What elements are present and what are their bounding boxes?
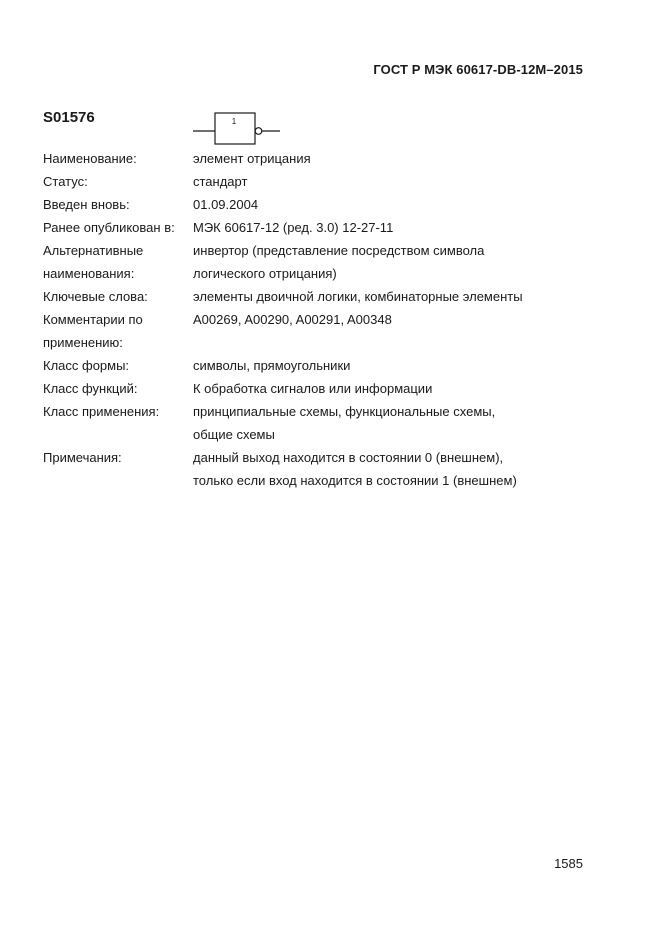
- attr-row-function-class: [43, 377, 603, 400]
- attr-label: Класс формы:: [43, 358, 130, 373]
- attr-value: МЭК 60617-12 (ред. 3.0) 12-27-11: [193, 220, 394, 235]
- attr-value: символы, прямоугольники: [193, 358, 351, 373]
- attr-value: элементы двоичной логики, комбинаторные элементы: [193, 289, 523, 304]
- page-number: 1585: [554, 856, 583, 871]
- attr-label: Ранее опубликован в:: [43, 220, 175, 235]
- attr-value: элемент отрицания: [193, 151, 311, 166]
- attr-label: Класс применения:: [43, 404, 160, 419]
- attr-label: Класс функций:: [43, 381, 138, 396]
- attr-row-notes: [43, 446, 603, 492]
- attr-value: только если вход находится в состоянии 1 (внешнем): [193, 473, 517, 488]
- attr-row-shape-class: [43, 354, 603, 377]
- attr-value: стандарт: [193, 174, 248, 189]
- negation-element-symbol-icon: [193, 111, 283, 145]
- attr-value: данный выход находится в состоянии 0 (внешнем),: [193, 450, 504, 465]
- attr-label: применению:: [43, 335, 123, 350]
- symbol-box-label: 1: [231, 117, 237, 126]
- attr-value: инвертор (представление посредством символа: [193, 243, 485, 258]
- attr-value: логического отрицания): [193, 266, 337, 281]
- attr-row-introduced: [43, 193, 603, 216]
- attr-value: A00269, A00290, A00291, A00348: [193, 312, 392, 327]
- attr-label: Ключевые слова:: [43, 289, 148, 304]
- symbol-attributes-table: [43, 147, 603, 492]
- attr-value: К обработка сигналов или информации: [193, 381, 433, 396]
- attr-value: принципиальные схемы, функциональные схемы,: [193, 404, 496, 419]
- attr-label: Комментарии по: [43, 312, 143, 327]
- symbol-negation-circle: [255, 128, 262, 135]
- attr-row-keywords: [43, 285, 603, 308]
- attr-row-application-class: [43, 400, 603, 446]
- attr-label: Введен вновь:: [43, 197, 130, 212]
- attr-label: Примечания:: [43, 450, 122, 465]
- attr-value: общие схемы: [193, 427, 275, 442]
- attr-label: наименования:: [43, 266, 135, 281]
- attr-row-application-notes: [43, 308, 603, 354]
- attr-row-status: [43, 170, 603, 193]
- attr-row-alternative-names: [43, 239, 603, 285]
- attr-value: 01.09.2004: [193, 197, 259, 212]
- attr-label: Альтернативные: [43, 243, 144, 258]
- document-standard-title: ГОСТ Р МЭК 60617-DB-12M–2015: [373, 62, 583, 77]
- attr-label: Статус:: [43, 174, 88, 189]
- attr-label: Наименование:: [43, 151, 137, 166]
- symbol-code: S01576: [43, 109, 95, 126]
- attr-row-previously-published: [43, 216, 603, 239]
- attr-row-name: [43, 147, 603, 170]
